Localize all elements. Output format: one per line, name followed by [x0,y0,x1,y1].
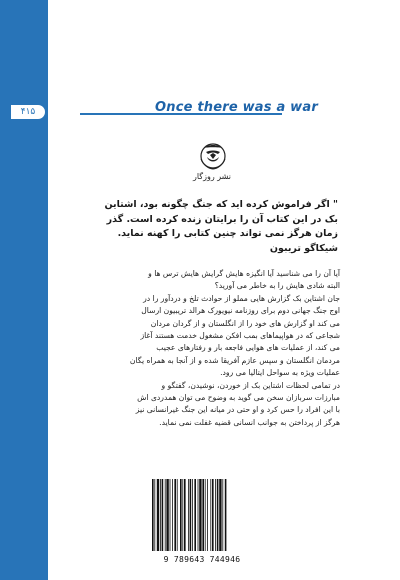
series-title: Once there was a war [155,100,318,115]
blue-side-strip [0,0,48,580]
publisher-name: نشر روزگار [192,172,232,181]
review-quote: " اگر فراموش کرده اید که جنگ چگونه بود، اشتاین بک در این کتاب آن را برایتان زنده کرده است. گذر زمان هرگز نمی تواند چنین کتابی را کهنه نماید. شیکاگو تریبون [104,199,338,254]
barcode-number: 9 789643 744946 [163,555,241,564]
publisher-logo-icon [194,139,232,171]
blurb-text: آیا آن را می شناسید آیا انگیزه هایش گرایش هایش ترس ها و البته شادی هایش را به خاطر می آورید؟ جان اشتاین بک گزارش هایی مملو از حوادث تلخ و دردآور را در اوج جنگ جهانی دوم برای روزنامه نیویورک هرالد تریبیون ارسال می کند او گزارش های خود را از انگلستان و از گردان مردان شجاعی که در هواپیماهای بمب افکن مشغول خدمت هستند آغاز می کند، از عملیات های هوایی فاجعه بار و رفتارهای عجیب مردمان انگلستان و سپس عازم آفریقا شده و از آنجا به همراه یگان عملیات ویژه به سواحل ایتالیا می رود. در تمامی لحظات اشتاین بک از خوردن، نوشیدن، گفتگو و مبارزات سربازان سخن می گوید به وضوح می توان همدردی اش با این افراد را حس کرد و او حتی در میانه این جنگ غیرانسانی نیز هرگز از پرداختن به جوانب انسانی قضیه غفلت نمی نماید. [129,269,340,427]
barcode-icon [148,477,256,553]
series-number-badge: ۴۱۵ [10,104,46,120]
